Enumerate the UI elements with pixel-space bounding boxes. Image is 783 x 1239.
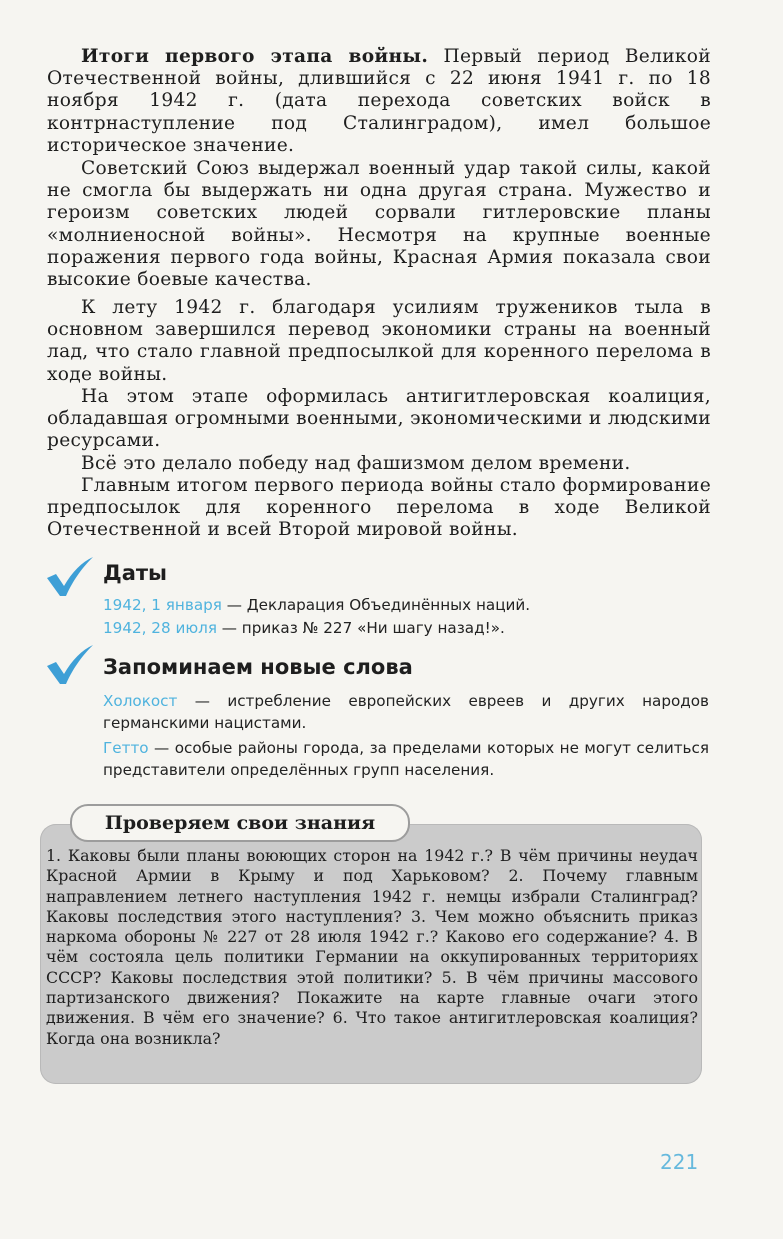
quiz-title: Проверяем свои знания [70, 804, 410, 842]
checkmark-icon [44, 556, 94, 598]
paragraph-text: Первый период Великой Отечественной войны, длившийся с 22 июня 1941 г. по 18 ноября 1942 г. (дата перехода советских войск в контрнаступление под Сталинградом), имел большое историческое значение. [47, 46, 711, 156]
date-label: 1942, 28 июля [103, 619, 217, 637]
paragraph-heading: Итоги первого этапа войны. [81, 46, 429, 67]
page-number: 221 [660, 1150, 699, 1174]
paragraph-results [47, 46, 711, 157]
glossary-definition: — особые районы города, за пределами которых не могут селиться представители определённых групп населения. [103, 739, 709, 779]
glossary-term: Холокост [103, 692, 178, 710]
date-item [103, 594, 709, 616]
glossary-item [103, 737, 709, 781]
date-text: — Декларация Объединённых наций. [221, 596, 531, 614]
glossary-definition: — истребление европейских евреев и других народов германскими нацистами. [103, 692, 709, 732]
checkmark-icon [44, 644, 94, 686]
paragraph-economy: К лету 1942 г. благодаря усилиям тружеников тыла в основном завершился перевод экономики страны на военный лад, что стало главной предпосылкой для коренного перелома в ходе войны. [47, 297, 711, 385]
date-item [103, 617, 709, 639]
quiz-questions: 1. Каковы были планы воюющих сторон на 1942 г.? В чём причины неудач Красной Армии в Крыму и под Харьковом? 2. Почему главным направлением летнего наступления 1942 г. немцы избрали Сталинград? Каковы последствия этого наступления? 3. Чем можно объяснить приказ наркома обороны № 227 от 28 июля 1942 г.? Каково его содержание? 4. В чём состояла цель политики Германии на оккупированных территориях СССР? Каковы последствия этой политики? 5. В чём причины массового партизанского движения? Покажите на карте главные очаги этого движения. В чём его значение? 6. Что такое антигитлеровская коалиция? Когда она возникла? [46, 846, 698, 1048]
date-text: — приказ № 227 «Ни шагу назад!». [216, 619, 505, 637]
dates-title: Даты [103, 561, 168, 585]
glossary-item [103, 690, 709, 734]
date-label: 1942, 1 января [103, 596, 222, 614]
paragraph-main-result: Главным итогом первого периода войны стало формирование предпосылок для коренного перелома в ходе Великой Отечественной и всей Второй мировой войны. [47, 475, 711, 541]
paragraph-victory: Всё это делало победу над фашизмом делом времени. [81, 453, 631, 474]
paragraph-coalition: На этом этапе оформилась антигитлеровская коалиция, обладавшая огромными военными, экономическими и людскими ресурсами. [47, 386, 711, 452]
glossary-term: Гетто [103, 739, 149, 757]
new-words-title: Запоминаем новые слова [103, 655, 413, 679]
paragraph-ussr: Советский Союз выдержал военный удар такой силы, какой не смогла бы выдержать ни одна другая страна. Мужество и героизм советских людей сорвали гитлеровские планы «молниеносной войны». Несмотря на крупные военные поражения первого года войны, Красная Армия показала свои высокие боевые качества. [47, 158, 711, 291]
